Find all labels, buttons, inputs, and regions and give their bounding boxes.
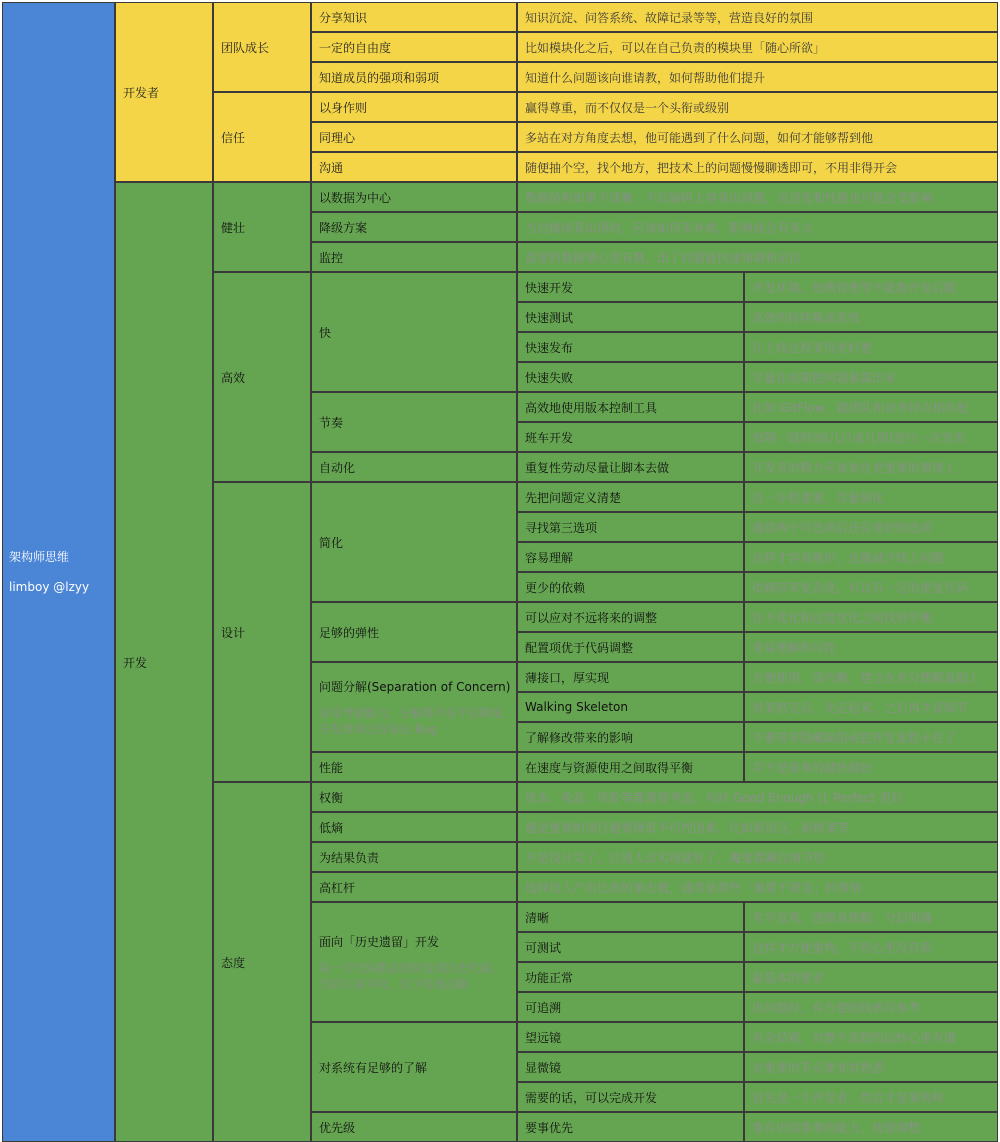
topic-description: 越是重要的项目越要降低不可控因素，比如新语言，新框架等 bbox=[517, 812, 998, 842]
root-author: limboy @lzyy bbox=[9, 580, 90, 594]
topic-description: 不是设计完了，让别人去实现就好了，魔鬼都藏在细节里 bbox=[517, 842, 998, 872]
topic-node: 性能 bbox=[311, 752, 517, 782]
subtopic-node: 可测试 bbox=[517, 932, 744, 962]
subtopic-description: 每隔一段时间(几日或几周)进行一次发布 bbox=[744, 422, 998, 452]
section-node: 开发 bbox=[115, 182, 213, 1142]
subtopic-node: 容易理解 bbox=[517, 542, 744, 572]
subtopic-description: 并不是简单的越快越好 bbox=[744, 752, 998, 782]
section-node: 开发者 bbox=[115, 2, 213, 182]
topic-description: 成本、收益、风险等都需要考虑，有时 Good Enough 比 Perfect 更好 bbox=[517, 782, 998, 812]
subtopic-node: 显微镜 bbox=[517, 1052, 744, 1082]
group-node: 高效 bbox=[213, 272, 311, 482]
topic-node: 监控 bbox=[311, 242, 517, 272]
topic-node: 沟通 bbox=[311, 152, 517, 182]
topic-label: 面向「历史遗留」开发 bbox=[319, 934, 440, 949]
topic-note: 非常考验能力，分解得不好不仅降低开发效率还容易出 Bug bbox=[319, 705, 503, 736]
subtopic-description: 更易理解和可控 bbox=[744, 632, 998, 662]
topic-node-with-note bbox=[311, 902, 517, 1022]
topic-node: 优先级 bbox=[311, 1112, 517, 1142]
topic-description: 知道什么问题该向谁请教，如何帮助他们提升 bbox=[517, 62, 998, 92]
topic-description: 重要的数据要心里有数，出了问题能快速知晓和定位 bbox=[517, 242, 998, 272]
subtopic-node: 班车开发 bbox=[517, 422, 744, 452]
subtopic-node: 在速度与资源使用之间取得平衡 bbox=[517, 752, 744, 782]
subtopic-description: 首先是一个开发者，然后才是架构师 bbox=[744, 1082, 998, 1112]
topic-node: 以数据为中心 bbox=[311, 182, 517, 212]
subtopic-node: 望远镜 bbox=[517, 1022, 744, 1052]
group-node: 信任 bbox=[213, 92, 311, 182]
subtopic-node: 了解修改带来的影响 bbox=[517, 722, 744, 752]
subtopic-description: 要有识别要事的能力，按需调整 bbox=[744, 1112, 998, 1142]
subtopic-node: 快速测试 bbox=[517, 302, 744, 332]
group-node: 健壮 bbox=[213, 182, 311, 272]
subtopic-description: 不要带来隐藏缺陷或把开发流程卡住了 bbox=[744, 722, 998, 752]
subtopic-node: 重复性劳动尽量让脚本去做 bbox=[517, 452, 744, 482]
subtopic-description: 这样才容易维护，也能减少线上问题 bbox=[744, 542, 998, 572]
topic-node: 权衡 bbox=[311, 782, 517, 812]
subtopic-description: 高效的持续集成系统 bbox=[744, 302, 998, 332]
subtopic-node: 清晰 bbox=[517, 902, 744, 932]
subtopic-description: 方便使用，高内聚，建立在充分理解基础上 bbox=[744, 662, 998, 692]
topic-node: 足够的弹性 bbox=[311, 602, 517, 662]
topic-description: 选择投入产出比高的事去做，通常是那些「重要不紧急」的事情 bbox=[517, 872, 998, 902]
subtopic-description: 有全局观，对整个流程的运转心里有谱 bbox=[744, 1022, 998, 1052]
subtopic-node: 薄接口，厚实现 bbox=[517, 662, 744, 692]
subtopic-description: 名字直观，逻辑易理解，分层明确 bbox=[744, 902, 998, 932]
subtopic-description: 通常两个可选项后还有更好的选项 bbox=[744, 512, 998, 542]
subtopic-node: 寻找第三选项 bbox=[517, 512, 744, 542]
subtopic-node: 要事优先 bbox=[517, 1112, 744, 1142]
topic-node: 同理心 bbox=[311, 122, 517, 152]
topic-node-with-note bbox=[311, 662, 517, 752]
subtopic-node: 高效地使用版本控制工具 bbox=[517, 392, 744, 422]
topic-description: 赢得尊重，而不仅仅是一个头衔或级别 bbox=[517, 92, 998, 122]
subtopic-description: 尽量在前期把问题暴露出来 bbox=[744, 362, 998, 392]
subtopic-node: 快速失败 bbox=[517, 362, 744, 392]
subtopic-description: 依赖带来复杂度，可以有一定的重复代码 bbox=[744, 572, 998, 602]
subtopic-node: 配置项优于代码调整 bbox=[517, 632, 744, 662]
topic-node: 分享知识 bbox=[311, 2, 517, 32]
root-title: 架构师思维 bbox=[9, 550, 70, 564]
subtopic-description: 比如 GitFlow，跟团队和业务特点相匹配 bbox=[744, 392, 998, 422]
topic-node: 自动化 bbox=[311, 452, 517, 482]
subtopic-description: 开发环境、依赖管理等不能拖开发后腿 bbox=[744, 272, 998, 302]
topic-description: 数据结构如果不清晰，不仅编码上容易出问题，灵活度和性能也可能会受影响 bbox=[517, 182, 998, 212]
topic-node: 对系统有足够的了解 bbox=[311, 1022, 517, 1112]
subtopic-description: 让上线过程变得更轻便 bbox=[744, 332, 998, 362]
subtopic-node: 可追溯 bbox=[517, 992, 744, 1022]
subtopic-description: 出问题时，有方便的线索可参考 bbox=[744, 992, 998, 1022]
root-node bbox=[2, 2, 115, 1142]
topic-node: 节奏 bbox=[311, 392, 517, 452]
group-node: 设计 bbox=[213, 482, 311, 782]
topic-description: 比如模块化之后，可以在自己负责的模块里「随心所欲」 bbox=[517, 32, 998, 62]
topic-node: 高杠杆 bbox=[311, 872, 517, 902]
topic-description: 随便抽个空，找个地方，把技术上的问题慢慢聊透即可，不用非得开会 bbox=[517, 152, 998, 182]
topic-node: 低熵 bbox=[311, 812, 517, 842]
topic-node: 一定的自由度 bbox=[311, 32, 517, 62]
group-node: 态度 bbox=[213, 782, 311, 1142]
topic-node: 降级方案 bbox=[311, 212, 517, 242]
topic-node: 知道成员的强项和弱项 bbox=[311, 62, 517, 92]
subtopic-description: 开发者的精力应该放在更重要的事情上 bbox=[744, 452, 998, 482]
topic-description: 知识沉淀、问答系统、故障记录等等，营造良好的氛围 bbox=[517, 2, 998, 32]
subtopic-description: 对重要的节点要非常熟悉 bbox=[744, 1052, 998, 1082]
subtopic-node: 需要的话，可以完成开发 bbox=[517, 1082, 744, 1112]
topic-node: 以身作则 bbox=[311, 92, 517, 122]
subtopic-description: 最基本的要求 bbox=[744, 962, 998, 992]
subtopic-description: 这样才方便重构，不然心里没有底 bbox=[744, 932, 998, 962]
group-node: 团队成长 bbox=[213, 2, 311, 92]
topic-node: 快 bbox=[311, 272, 517, 392]
topic-description: 当边缘场景出现时，应该如何来补救，影响面会有多大 bbox=[517, 212, 998, 242]
topic-description: 多站在对方角度去想，他可能遇到了什么问题，如何才能够帮到他 bbox=[517, 122, 998, 152]
subtopic-node: 更少的依赖 bbox=[517, 572, 744, 602]
subtopic-node: 快速发布 bbox=[517, 332, 744, 362]
topic-label: 问题分解(Separation of Concern) bbox=[319, 679, 511, 694]
subtopic-description: 骨架搭完后，先走起来，之后再丰富细节 bbox=[744, 692, 998, 722]
subtopic-node: 先把问题定义清楚 bbox=[517, 482, 744, 512]
subtopic-description: 在不优化和过度优化之间找到平衡 bbox=[744, 602, 998, 632]
topic-node: 为结果负责 bbox=[311, 842, 517, 872]
subtopic-node: 可以应对不远将来的调整 bbox=[517, 602, 744, 632]
topic-node: 简化 bbox=[311, 482, 517, 602]
topic-note: 每一行代码都会很快变成历史代码，当别人接手时，至少给条活路 bbox=[319, 960, 503, 991]
subtopic-description: 这一步很重要，尽量细化 bbox=[744, 482, 998, 512]
subtopic-node: Walking Skeleton bbox=[517, 692, 744, 722]
subtopic-node: 功能正常 bbox=[517, 962, 744, 992]
subtopic-node: 快速开发 bbox=[517, 272, 744, 302]
